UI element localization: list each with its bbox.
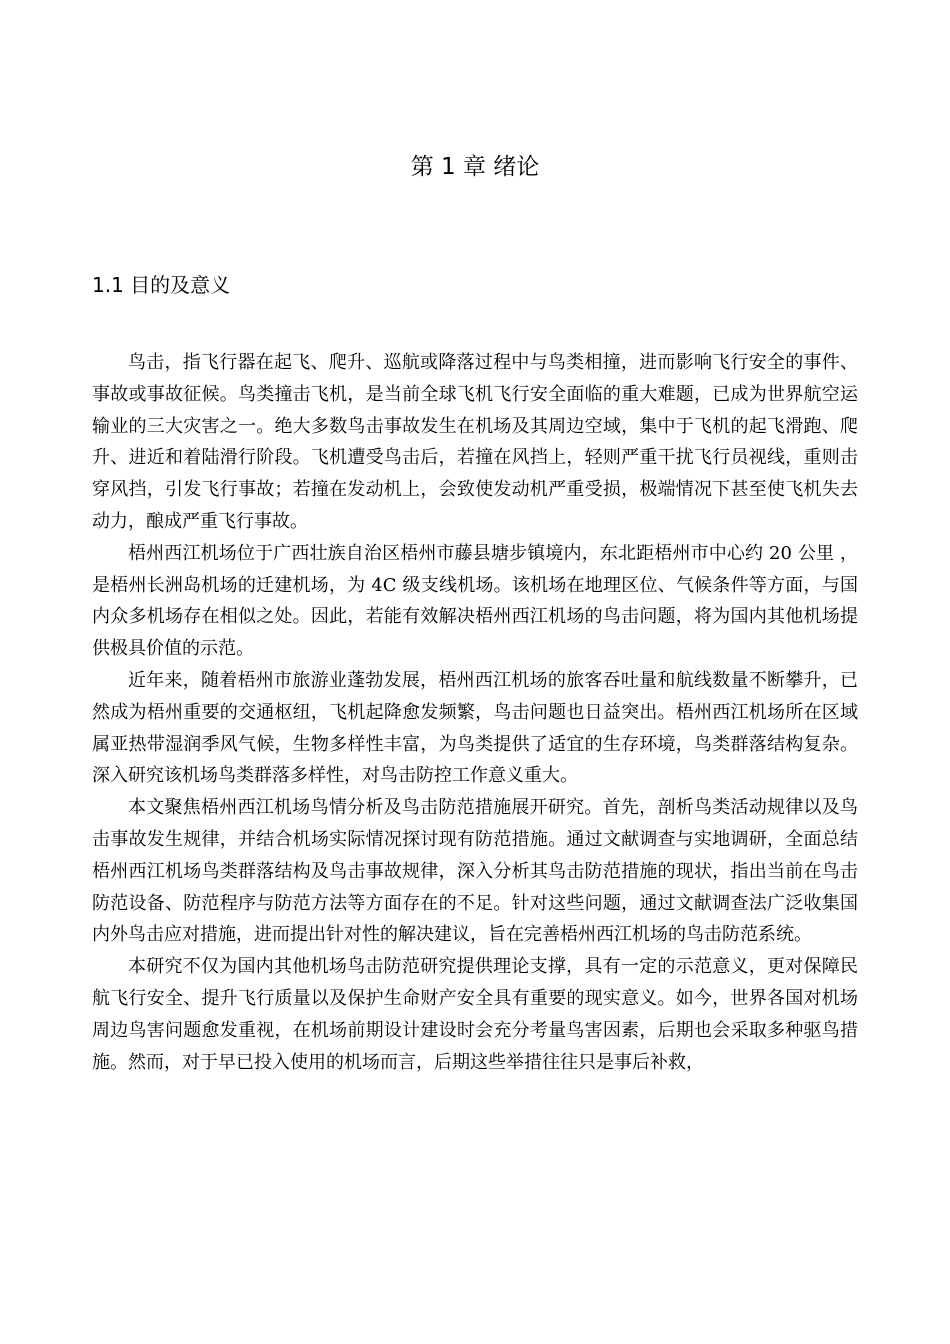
paragraph: 鸟击，指飞行器在起飞、爬升、巡航或降落过程中与鸟类相撞，进而影响飞行安全的事件、事故或事故征候。鸟类撞击飞机，是当前全球飞机飞行安全面临的重大难题，已成为世界航空运输业的三大灾害之一。绝大多数鸟击事故发生在机场及其周边空域，集中于飞机的起飞滑跑、爬升、进近和着陆滑行阶段。飞机遭受鸟击后，若撞在风挡上，轻则严重干扰飞行员视线，重则击穿风挡，引发飞行事故；若撞在发动机上，会致使发动机严重受损，极端情况下甚至使飞机失去动力，酿成严重飞行事故。 — [92, 352, 858, 532]
paragraph: 近年来，随着梧州市旅游业蓬勃发展，梧州西江机场的旅客吞吐量和航线数量不断攀升，已然成为梧州重要的交通枢纽，飞机起降愈发频繁，鸟击问题也日益突出。梧州西江机场所在区域属亚热带湿润季风气候，生物多样性丰富，为鸟类提供了适宜的生存环境，鸟类群落结构复杂。深入研究该机场鸟类群落多样性，对鸟击防控工作意义重大。 — [92, 669, 858, 787]
body-text — [92, 347, 858, 1078]
paragraph: 本文聚焦梧州西江机场鸟情分析及鸟击防范措施展开研究。首先，剖析鸟类活动规律以及鸟击事故发生规律，并结合机场实际情况探讨现有防范措施。通过文献调查与实地调研，全面总结梧州西江机场鸟类群落结构及鸟击事故规律，深入分析其鸟击防范措施的现状，指出当前在鸟击防范设备、防范程序与防范方法等方面存在的不足。针对这些问题，通过文献调查法广泛收集国内外鸟击应对措施，进而提出针对性的解决建议，旨在完善梧州西江机场的鸟击防范系统。 — [92, 797, 858, 946]
paragraph: 本研究不仅为国内其他机场鸟击防范研究提供理论支撑，具有一定的示范意义，更对保障民航飞行安全、提升飞行质量以及保护生命财产安全具有重要的现实意义。如今，世界各国对机场周边鸟害问题愈发重视，在机场前期设计建设时会充分考量鸟害因素，后期也会采取多种驱鸟措施。然而，对于早已投入使用的机场而言，后期这些举措往往只是事后补救， — [92, 956, 858, 1073]
section-title: 1.1 目的及意义 — [92, 273, 231, 297]
chapter-title: 第 1 章 绪论 — [410, 154, 540, 180]
paragraph: 梧州西江机场位于广西壮族自治区梧州市藤县塘步镇境内，东北距梧州市中心约 20 公里 ，是梧州长洲岛机场的迁建机场，为 4C 级支线机场。该机场在地理区位、气候条件等方面，与国内众多机场存在相似之处。因此，若能有效解决梧州西江机场的鸟击问题，将为国内其他机场提供极具价值的示范。 — [92, 542, 858, 660]
